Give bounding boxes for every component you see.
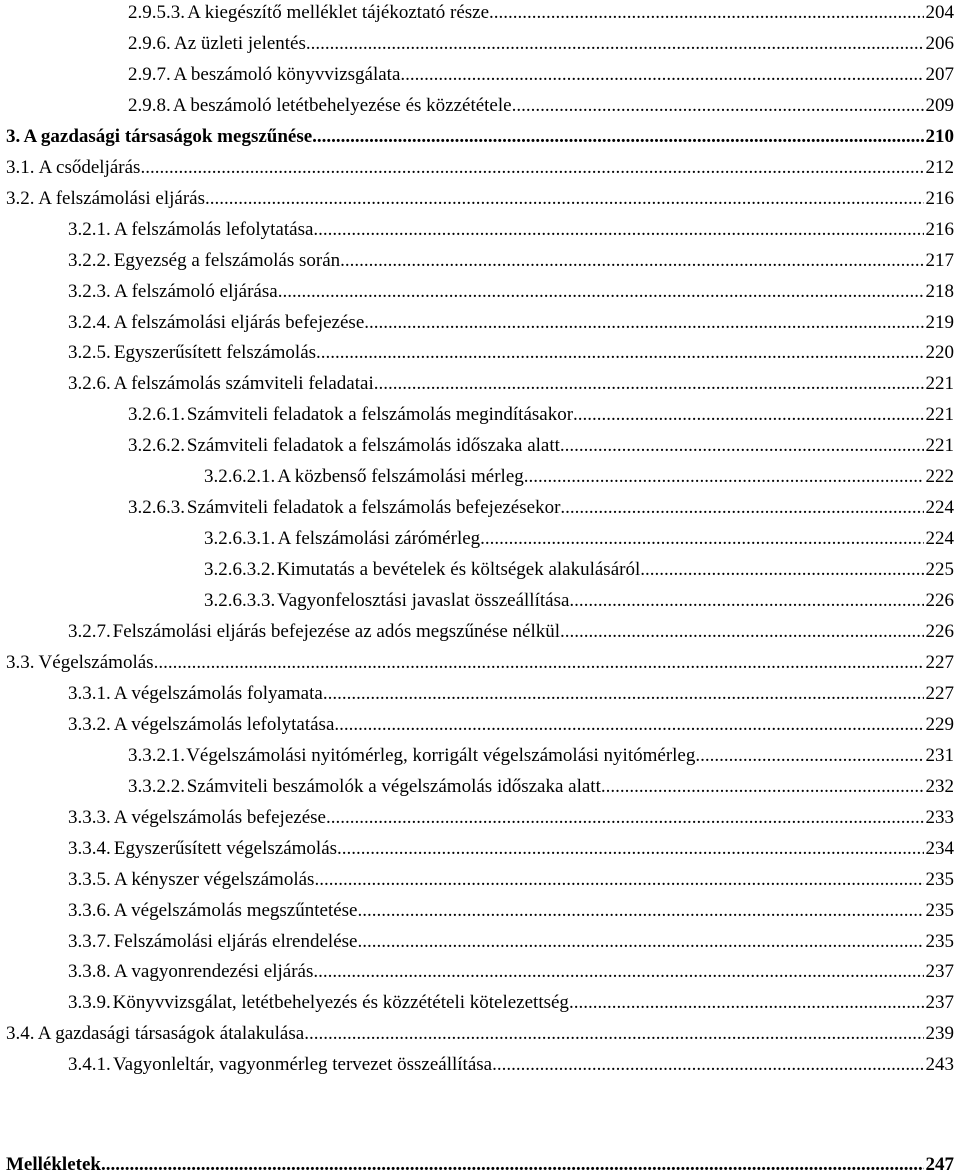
toc-entry-title: A gazdasági társaságok átalakulása — [37, 1023, 305, 1045]
toc-entry-title: A végelszámolás befejezése — [113, 806, 326, 828]
toc-entry-page-number: 237 — [925, 992, 954, 1014]
toc-entry-page-number: 237 — [925, 961, 954, 983]
dot-leader — [569, 590, 923, 612]
toc-entry-title: Számviteli feladatok a felszámolás befejezésekor — [186, 497, 561, 519]
toc-entry[interactable] — [68, 714, 954, 736]
toc-entry[interactable] — [204, 590, 954, 612]
toc-entry-number: 3.1. — [6, 156, 35, 178]
toc-entry-number: 3.3.4. — [68, 837, 111, 859]
toc-entry-number: 3.2.1. — [68, 218, 111, 240]
toc-entry-title: Vagyonfelosztási javaslat összeállítása — [277, 590, 570, 612]
toc-entry-title: A közbenső felszámolási mérleg — [277, 466, 524, 488]
toc-entry[interactable] — [68, 373, 954, 395]
toc-entry[interactable] — [6, 1023, 954, 1045]
toc-entry-page-number: 220 — [925, 342, 954, 364]
toc-entry[interactable] — [204, 559, 954, 581]
dot-leader — [312, 126, 923, 148]
toc-entry[interactable] — [128, 33, 954, 55]
toc-entry-title: Végelszámolási nyitómérleg, korrigált végelszámolási nyitómérleg — [186, 744, 696, 766]
toc-entry-number: 3.3.8. — [68, 961, 111, 983]
toc-entry[interactable] — [128, 64, 954, 86]
dot-leader — [326, 807, 924, 829]
toc-entry[interactable] — [68, 961, 954, 983]
toc-entry-title: A beszámoló letétbehelyezése és közzététele — [172, 94, 512, 116]
toc-entry[interactable] — [128, 2, 954, 24]
toc-entry[interactable] — [68, 1054, 954, 1076]
toc-entry-title: A gazdasági társaságok megszűnése — [23, 125, 313, 147]
toc-entry[interactable] — [128, 95, 954, 117]
toc-entry-number: 3.3.2.1. — [128, 744, 185, 766]
dot-leader — [340, 250, 923, 272]
toc-entry-page-number: 247 — [925, 1154, 954, 1175]
dot-leader — [480, 528, 923, 550]
toc-entry-page-number: 216 — [925, 218, 954, 240]
dot-leader — [313, 961, 923, 983]
toc-entry-number: 3.2.6.3.2. — [204, 559, 276, 581]
toc-entry[interactable] — [68, 900, 954, 922]
dot-leader — [323, 683, 924, 705]
dot-leader — [358, 900, 924, 922]
toc-entry-number: 2.9.6. — [128, 32, 171, 54]
toc-entry-page-number: 206 — [925, 32, 954, 54]
toc-entry-page-number: 218 — [925, 280, 954, 302]
toc-entry-title: A végelszámolás megszűntetése — [113, 899, 358, 921]
dot-leader — [374, 373, 924, 395]
dot-leader — [306, 33, 924, 55]
toc-entry-title: Mellékletek — [6, 1154, 101, 1175]
toc-entry[interactable] — [6, 1154, 954, 1176]
toc-entry[interactable] — [6, 188, 954, 210]
dot-leader — [278, 281, 924, 303]
dot-leader — [400, 64, 923, 86]
toc-entry-number: 3.3.7. — [68, 930, 111, 952]
toc-entry-title: Vagyonleltár, vagyonmérleg tervezet összeállítása — [113, 1054, 493, 1076]
toc-entry[interactable] — [68, 992, 954, 1014]
dot-leader — [569, 992, 924, 1014]
toc-entry-number: 3.2.6.2.1. — [204, 466, 276, 488]
toc-entry-number: 3.3.2.2. — [128, 775, 185, 797]
toc-entry[interactable] — [6, 652, 954, 674]
toc-entry-page-number: 221 — [925, 404, 954, 426]
toc-entry-number: 3.2.6.3.1. — [204, 528, 276, 550]
toc-entry[interactable] — [68, 281, 954, 303]
dot-leader — [492, 1054, 923, 1076]
toc-entry-number: 3.2.6. — [68, 373, 111, 395]
toc-entry-title: A felszámolási zárómérleg — [277, 528, 481, 550]
toc-entry[interactable] — [68, 621, 954, 643]
toc-entry[interactable] — [128, 435, 954, 457]
toc-entry[interactable] — [68, 838, 954, 860]
toc-entry-page-number: 224 — [925, 497, 954, 519]
dot-leader — [140, 157, 923, 179]
toc-entry-number: 3.4. — [6, 1023, 35, 1045]
toc-entry-page-number: 210 — [925, 125, 954, 147]
dot-leader — [640, 559, 923, 581]
toc-entry-title: Egyszerűsített végelszámolás — [113, 837, 338, 859]
toc-entry-title: A kiegészítő melléklet tájékoztató része — [187, 2, 490, 23]
dot-leader — [601, 776, 924, 798]
toc-entry-number: 3.4.1. — [68, 1054, 111, 1076]
dot-leader — [489, 2, 923, 24]
toc-entry-page-number: 222 — [925, 466, 954, 488]
toc-entry-page-number: 231 — [925, 744, 954, 766]
toc-entry-page-number: 226 — [925, 590, 954, 612]
toc-entry-title: Könyvvizsgálat, letétbehelyezés és közzétételi kötelezettség — [112, 992, 569, 1014]
toc-entry[interactable] — [68, 683, 954, 705]
toc-entry-title: A végelszámolás folyamata — [113, 682, 323, 704]
toc-entry-number: 3.3.6. — [68, 899, 111, 921]
toc-entry-title: Kimutatás a bevételek és költségek alakulásáról — [276, 559, 641, 581]
dot-leader — [695, 745, 923, 767]
toc-entry[interactable] — [68, 219, 954, 241]
toc-entry-title: Végelszámolás — [38, 651, 154, 673]
toc-entry-page-number: 226 — [925, 621, 954, 642]
toc-entry-page-number: 235 — [925, 868, 954, 890]
toc-entry-title: Felszámolási eljárás befejezése az adós megszűnése nélkül — [112, 621, 561, 642]
toc-entry-number: 3.2.4. — [68, 311, 111, 333]
dot-leader — [205, 188, 924, 210]
toc-entry-page-number: 233 — [925, 806, 954, 828]
toc-entry-title: A felszámoló eljárása — [114, 280, 278, 302]
toc-entry-number: 2.9.7. — [128, 63, 171, 85]
toc-entry-number: 3.2.3. — [68, 280, 111, 302]
toc-entry-page-number: 239 — [925, 1023, 954, 1045]
toc-entry[interactable] — [68, 931, 954, 953]
toc-entry-page-number: 209 — [925, 94, 954, 116]
toc-entry[interactable] — [68, 250, 954, 272]
toc-entry-title: A végelszámolás lefolytatása — [113, 713, 335, 735]
toc-entry-page-number: 207 — [925, 63, 954, 85]
toc-entry-title: A kényszer végelszámolás — [113, 868, 315, 890]
dot-leader — [357, 931, 923, 953]
toc-entry[interactable] — [128, 404, 954, 426]
toc-entry-page-number: 243 — [925, 1054, 954, 1076]
toc-entry-page-number: 212 — [925, 156, 954, 178]
toc-entry[interactable] — [6, 157, 954, 179]
toc-entry-title: Egyszerűsített felszámolás — [113, 342, 317, 364]
toc-entry-title: Számviteli feladatok a felszámolás időszaka alatt — [186, 435, 560, 457]
toc-entry-number: 3.3.2. — [68, 713, 111, 735]
toc-entry-number: 3. — [6, 125, 21, 147]
toc-entry-title: A felszámolási eljárás befejezése — [113, 311, 365, 333]
toc-entry[interactable] — [6, 126, 954, 148]
dot-leader — [316, 342, 923, 364]
dot-leader — [314, 869, 923, 891]
toc-entry[interactable] — [128, 497, 954, 519]
dot-leader — [560, 497, 923, 519]
toc-entry-title: Felszámolási eljárás elrendelése — [113, 930, 358, 952]
toc-entry-number: 3.3.5. — [68, 868, 111, 890]
toc-entry-page-number: 225 — [925, 559, 954, 581]
toc-entry-number: 3.3. — [6, 651, 35, 673]
toc-entry-page-number: 227 — [925, 651, 954, 673]
toc-entry-page-number: 234 — [925, 837, 954, 859]
toc-entry-title: A beszámoló könyvvizsgálata — [173, 63, 401, 85]
toc-entry-number: 2.9.8. — [128, 94, 171, 116]
dot-leader — [154, 652, 924, 674]
dot-leader — [364, 312, 923, 334]
toc-entry-page-number: 235 — [925, 899, 954, 921]
toc-entry-title: A vagyonrendezési eljárás — [113, 961, 314, 983]
toc-entry-title: Az üzleti jelentés — [174, 32, 306, 54]
dot-leader — [101, 1154, 924, 1176]
toc-entry-title: Egyezség a felszámolás során — [113, 249, 341, 271]
toc-entry-number: 2.9.5.3. — [128, 2, 185, 23]
dot-leader — [560, 621, 923, 643]
toc-entry[interactable] — [68, 807, 954, 829]
toc-entry-page-number: 221 — [925, 435, 954, 457]
toc-entry-number: 3.3.3. — [68, 806, 111, 828]
toc-entry-number: 3.2.6.3. — [128, 497, 185, 519]
toc-entry-page-number: 235 — [925, 930, 954, 952]
toc-entry-page-number: 221 — [925, 373, 954, 395]
toc-entry-number: 3.3.9. — [68, 992, 111, 1014]
dot-leader — [313, 219, 923, 241]
toc-entry-page-number: 227 — [925, 682, 954, 704]
toc-entry-title: A felszámolás lefolytatása — [113, 218, 314, 240]
toc-entry-title: Számviteli beszámolók a végelszámolás időszaka alatt — [186, 775, 601, 797]
toc-entry-number: 3.2. — [6, 187, 35, 209]
toc-entry-page-number: 216 — [925, 187, 954, 209]
toc-entry[interactable] — [128, 745, 954, 767]
toc-entry[interactable] — [204, 528, 954, 550]
toc-entry-page-number: 219 — [925, 311, 954, 333]
dot-leader — [560, 435, 924, 457]
toc-entry-page-number: 232 — [925, 775, 954, 797]
toc-entry[interactable] — [68, 312, 954, 334]
toc-entry-number: 3.2.2. — [68, 249, 111, 271]
dot-leader — [573, 404, 923, 426]
toc-entry[interactable] — [204, 466, 954, 488]
toc-entry-number: 3.2.6.3.3. — [204, 590, 276, 612]
toc-entry-number: 3.2.7. — [68, 621, 111, 642]
toc-entry-page-number: 217 — [925, 249, 954, 271]
toc-entry-title: A csődeljárás — [38, 156, 141, 178]
toc-entry-number: 3.2.6.1. — [128, 404, 185, 426]
toc-entry-page-number: 224 — [925, 528, 954, 550]
toc-entry[interactable] — [68, 342, 954, 364]
toc-entry[interactable] — [128, 776, 954, 798]
toc-entry-title: Számviteli feladatok a felszámolás megindításakor — [186, 404, 574, 426]
toc-entry-number: 3.2.5. — [68, 342, 111, 364]
dot-leader — [304, 1023, 923, 1045]
toc-entry-number: 3.3.1. — [68, 682, 111, 704]
dot-leader — [334, 714, 923, 736]
toc-entry-page-number: 204 — [925, 2, 954, 23]
toc-entry-title: A felszámolás számviteli feladatai — [113, 373, 374, 395]
toc-entry-page-number: 229 — [925, 713, 954, 735]
dot-leader — [337, 838, 923, 860]
dot-leader — [524, 466, 924, 488]
toc-entry-number: 3.2.6.2. — [128, 435, 185, 457]
toc-entry[interactable] — [68, 869, 954, 891]
toc-entry-title: A felszámolási eljárás — [38, 187, 205, 209]
dot-leader — [512, 95, 924, 117]
